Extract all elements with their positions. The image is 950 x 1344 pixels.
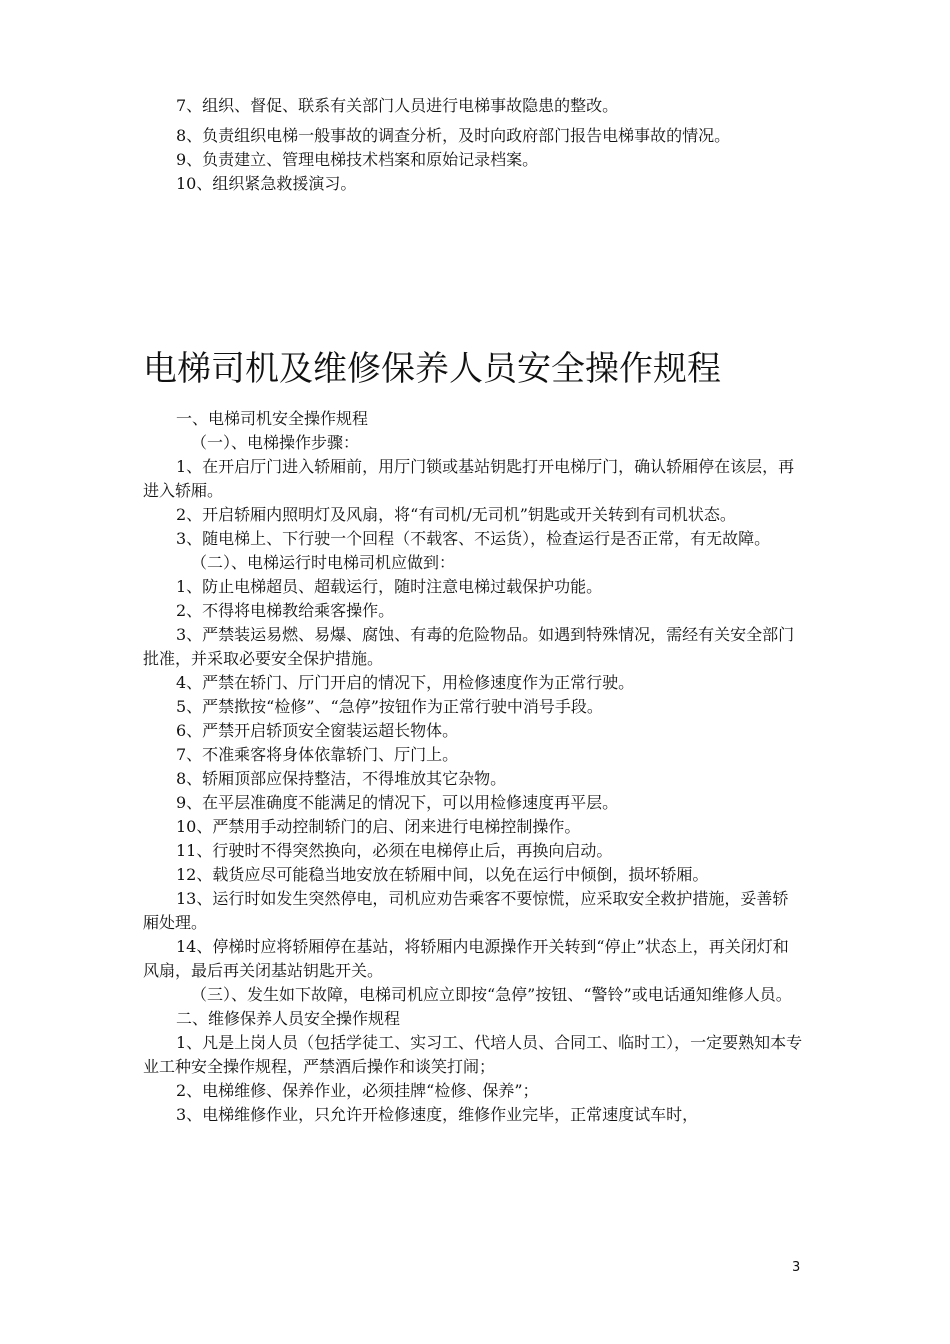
subsection-heading: （二）、电梯运行时电梯司机应做到： — [191, 553, 456, 572]
list-item: 1、凡是上岗人员（包括学徒工、实习工、代培人员、合同工、临时工），一定要熟知本专业工种安全操作规程，严禁酒后操作和谈笑打闹； — [143, 1033, 803, 1076]
list-item: 7、不准乘客将身体依靠轿门、厅门上。 — [176, 745, 459, 764]
list-item: 7、组织、督促、联系有关部门人员进行电梯事故隐患的整改。 — [176, 96, 619, 115]
list-item: 1、在开启厅门进入轿厢前，用厅门锁或基站钥匙打开电梯厅门，确认轿厢停在该层，再进入轿厢。 — [143, 457, 795, 500]
list-item: 9、负责建立、管理电梯技术档案和原始记录档案。 — [176, 150, 539, 169]
list-item: 13、运行时如发生突然停电，司机应劝告乘客不要惊慌，应采取安全救护措施，妥善轿厢处理。 — [143, 889, 789, 932]
section-heading: 一、电梯司机安全操作规程 — [176, 409, 369, 428]
list-item: 3、电梯维修作业，只允许开检修速度，维修作业完毕，正常速度试车时， — [176, 1105, 699, 1124]
list-item: 9、在平层准确度不能满足的情况下，可以用检修速度再平层。 — [176, 793, 619, 812]
subsection-heading: （一）、电梯操作步骤： — [191, 433, 360, 452]
page-number: 3 — [792, 1260, 801, 1275]
list-item: 8、轿厢顶部应保持整洁，不得堆放其它杂物。 — [176, 769, 507, 788]
list-item: 4、严禁在轿门、厅门开启的情况下，用检修速度作为正常行驶。 — [176, 673, 635, 692]
list-item: 3、严禁装运易燃、易爆、腐蚀、有毒的危险物品。如遇到特殊情况，需经有关安全部门批准，并采取必要安全保护措施。 — [143, 625, 795, 668]
top-list — [143, 94, 803, 196]
list-item: 2、开启轿厢内照明灯及风扇，将“有司机/无司机”钥匙或开关转到有司机状态。 — [176, 505, 736, 524]
list-item: 1、防止电梯超员、超载运行，随时注意电梯过载保护功能。 — [176, 577, 603, 596]
list-item: 11、行驶时不得突然换向，必须在电梯停止后，再换向启动。 — [176, 841, 613, 860]
list-item: 3、随电梯上、下行驶一个回程（不载客、不运货），检查运行是否正常，有无故障。 — [176, 529, 771, 548]
list-item: 6、严禁开启轿顶安全窗装运超长物体。 — [176, 721, 459, 740]
list-item: 8、负责组织电梯一般事故的调查分析，及时向政府部门报告电梯事故的情况。 — [176, 126, 731, 145]
subsection-heading: （三）、发生如下故障，电梯司机应立即按“急停”按钮、“警铃”或电话通知维修人员。 — [191, 985, 792, 1004]
list-item: 14、停梯时应将轿厢停在基站，将轿厢内电源操作开关转到“停止”状态上，再关闭灯和风扇，最后再关闭基站钥匙开关。 — [143, 937, 789, 980]
document-body — [143, 407, 803, 1127]
section-heading: 二、维修保养人员安全操作规程 — [176, 1009, 401, 1028]
list-item: 5、严禁揿按“检修”、“急停”按钮作为正常行驶中消号手段。 — [176, 697, 603, 716]
list-item: 2、电梯维修、保养作业，必须挂牌“检修、保养”； — [176, 1081, 539, 1100]
list-item: 10、严禁用手动控制轿门的启、闭来进行电梯控制操作。 — [176, 817, 581, 836]
list-item: 10、组织紧急救援演习。 — [176, 174, 357, 193]
page-title: 电梯司机及维修保养人员安全操作规程 — [143, 349, 721, 389]
list-item: 2、不得将电梯教给乘客操作。 — [176, 601, 395, 620]
list-item: 12、载货应尽可能稳当地安放在轿厢中间，以免在运行中倾倒，损坏轿厢。 — [176, 865, 709, 884]
